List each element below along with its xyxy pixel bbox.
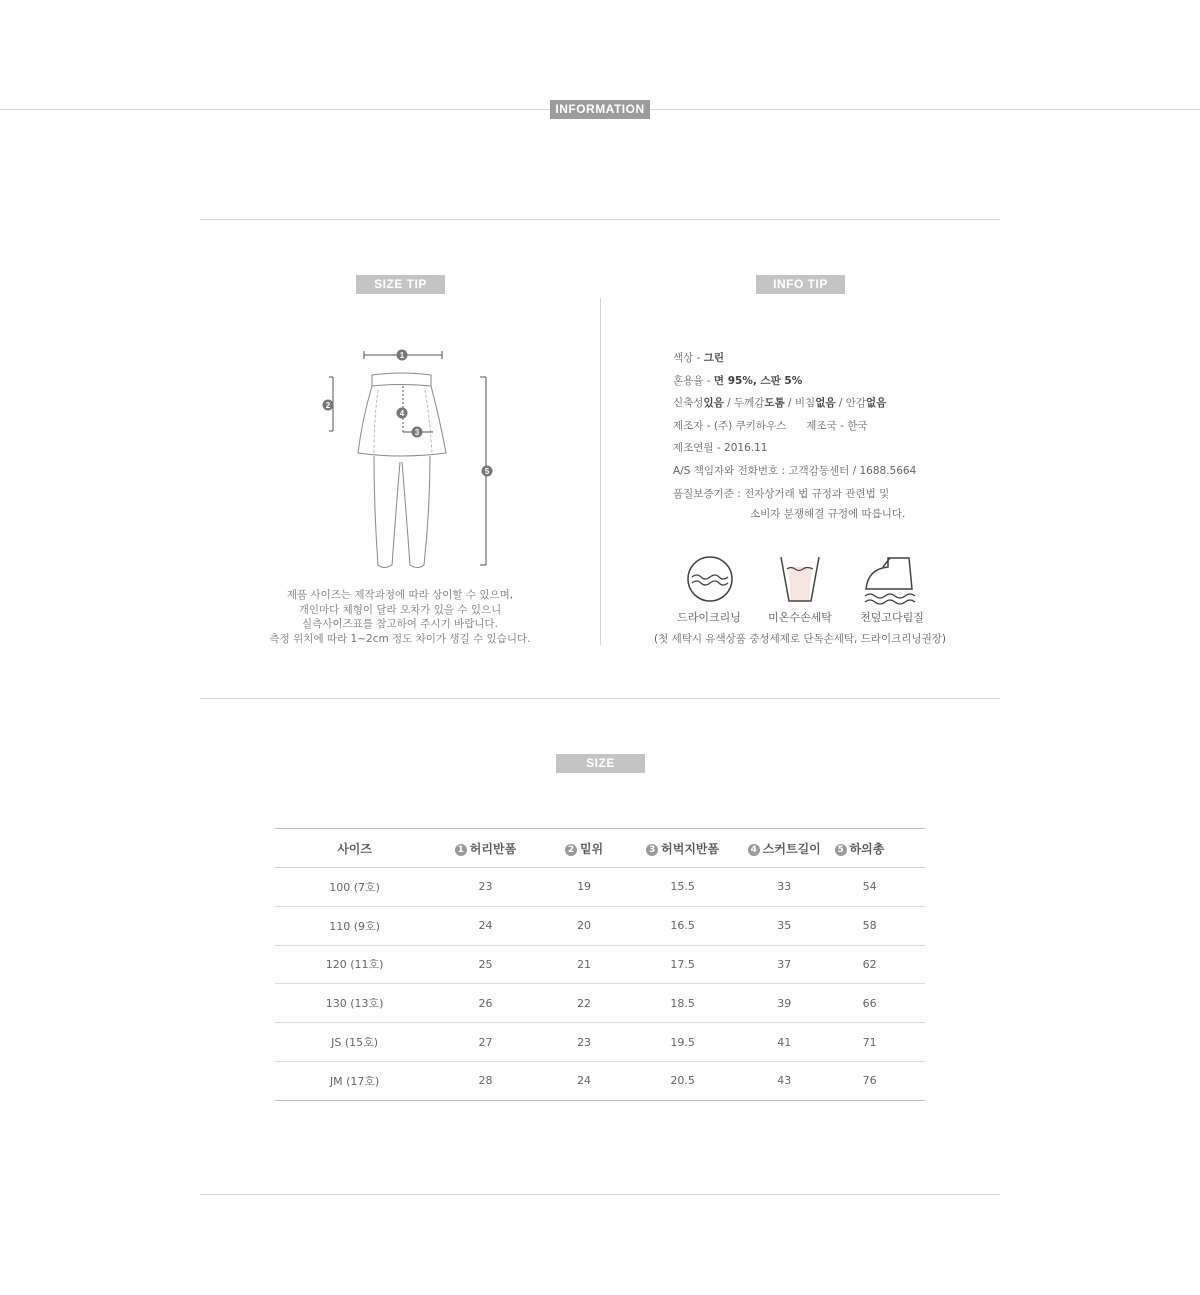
cell-size: 130 (13호) bbox=[275, 984, 434, 1023]
marker-5: 5 bbox=[835, 844, 847, 856]
cell-size: JS (15호) bbox=[275, 1023, 434, 1062]
col-header-skirt: 4 스커트길이 bbox=[734, 829, 835, 868]
table-row bbox=[275, 945, 925, 984]
cell-waist: 26 bbox=[434, 984, 537, 1023]
section-divider-bottom bbox=[200, 1194, 1000, 1195]
cell-skirt: 35 bbox=[734, 906, 835, 945]
cell-waist: 25 bbox=[434, 945, 537, 984]
marker-2: 2 bbox=[325, 401, 331, 410]
cell-thigh: 20.5 bbox=[631, 1061, 734, 1100]
size-tip-title: SIZE TIP bbox=[356, 275, 445, 294]
col-header-rise: 2 밑위 bbox=[537, 829, 631, 868]
cell-skirt: 41 bbox=[734, 1023, 835, 1062]
size-note-line: 개인마다 체형이 달라 오차가 있을 수 있으니 bbox=[298, 603, 502, 616]
skirt-leggings-diagram bbox=[300, 340, 500, 580]
cell-size: 100 (7호) bbox=[275, 868, 434, 907]
cell-total: 58 bbox=[835, 906, 925, 945]
cell-skirt: 43 bbox=[734, 1061, 835, 1100]
cell-thigh: 18.5 bbox=[631, 984, 734, 1023]
cell-waist: 24 bbox=[434, 906, 537, 945]
quality-row-2: 소비자 분쟁해결 규정에 따릅니다. bbox=[750, 508, 906, 521]
marker-3: 3 bbox=[646, 844, 658, 856]
marker-1: 1 bbox=[399, 351, 405, 360]
care-label-iron: 천덮고다림질 bbox=[860, 611, 924, 624]
cell-thigh: 15.5 bbox=[631, 868, 734, 907]
cell-skirt: 39 bbox=[734, 984, 835, 1023]
cell-skirt: 37 bbox=[734, 945, 835, 984]
care-label-handwash: 미온수손세탁 bbox=[768, 611, 832, 624]
size-title: SIZE bbox=[556, 754, 645, 773]
table-row bbox=[275, 868, 925, 907]
table-row bbox=[275, 1023, 925, 1062]
table-header-row bbox=[275, 829, 925, 868]
col-header-thigh: 3 허벅지반폼 bbox=[631, 829, 734, 868]
section-divider-middle bbox=[200, 698, 1000, 699]
size-note-line: 측정 위치에 따라 1~2cm 정도 차이가 생길 수 있습니다. bbox=[269, 632, 531, 645]
cell-thigh: 19.5 bbox=[631, 1023, 734, 1062]
col-header-total: 5 하의총 bbox=[835, 829, 925, 868]
maker-row: 제조자 - (주) 쿠키하우스 제조국 - 한국 bbox=[673, 419, 868, 432]
cell-rise: 23 bbox=[537, 1023, 631, 1062]
cell-rise: 22 bbox=[537, 984, 631, 1023]
cell-thigh: 17.5 bbox=[631, 945, 734, 984]
size-note-line: 실측사이즈표를 참고하여 주시기 바랍니다. bbox=[302, 618, 498, 630]
properties-row: 신축성있음 / 두께감도톰 / 비침없음 / 안감없음 bbox=[673, 397, 887, 410]
marker-5: 5 bbox=[484, 467, 490, 476]
cell-waist: 27 bbox=[434, 1023, 537, 1062]
cell-waist: 23 bbox=[434, 868, 537, 907]
date-row: 제조연월 - 2016.11 bbox=[673, 442, 768, 455]
cell-rise: 20 bbox=[537, 906, 631, 945]
size-tip-note bbox=[230, 588, 570, 646]
dry-clean-icon bbox=[686, 555, 734, 603]
cell-waist: 28 bbox=[434, 1061, 537, 1100]
care-label-dry: 드라이크리닝 bbox=[677, 611, 741, 624]
cell-skirt: 33 bbox=[734, 868, 835, 907]
color-row: 색상 - 그린 bbox=[673, 352, 725, 364]
size-table bbox=[275, 828, 925, 1101]
column-divider bbox=[600, 298, 601, 645]
cell-rise: 21 bbox=[537, 945, 631, 984]
cell-total: 54 bbox=[835, 868, 925, 907]
cell-size: JM (17호) bbox=[275, 1061, 434, 1100]
cell-total: 66 bbox=[835, 984, 925, 1023]
cell-total: 62 bbox=[835, 945, 925, 984]
col-header-waist: 1 허리반폼 bbox=[434, 829, 537, 868]
quality-row: 품질보증기준 : 전자상거래 법 규정과 관련법 및 bbox=[673, 487, 890, 500]
cell-size: 120 (11호) bbox=[275, 945, 434, 984]
blend-row: 혼용율 - 면 95%, 스판 5% bbox=[673, 374, 803, 387]
table-row bbox=[275, 1061, 925, 1100]
table-row bbox=[275, 906, 925, 945]
product-info-list bbox=[673, 347, 916, 523]
cell-total: 76 bbox=[835, 1061, 925, 1100]
info-tip-title: INFO TIP bbox=[756, 275, 845, 294]
marker-1: 1 bbox=[455, 844, 467, 856]
care-note: (첫 세탁시 유색상품 중성세제로 단독손세탁, 드라이크리닝권장) bbox=[654, 633, 946, 645]
cell-total: 71 bbox=[835, 1023, 925, 1062]
size-note-line: 제품 사이즈는 제작과정에 따라 상이할 수 있으며, bbox=[286, 589, 514, 601]
iron-cloth-icon bbox=[862, 555, 918, 605]
cell-size: 110 (9호) bbox=[275, 906, 434, 945]
marker-4: 4 bbox=[748, 844, 760, 856]
section-divider-top bbox=[200, 219, 1000, 220]
cell-rise: 24 bbox=[537, 1061, 631, 1100]
cell-rise: 19 bbox=[537, 868, 631, 907]
table-row bbox=[275, 984, 925, 1023]
marker-3: 3 bbox=[414, 428, 420, 437]
marker-4: 4 bbox=[399, 409, 405, 418]
cell-thigh: 16.5 bbox=[631, 906, 734, 945]
as-row: A/S 책임자와 전화번호 : 고객감동센터 / 1688.5664 bbox=[673, 464, 917, 477]
information-title: INFORMATION bbox=[550, 100, 650, 119]
measurement-markers bbox=[323, 350, 493, 477]
marker-2: 2 bbox=[565, 844, 577, 856]
hand-wash-icon bbox=[778, 555, 822, 603]
col-header-size: 사이즈 bbox=[275, 829, 434, 868]
